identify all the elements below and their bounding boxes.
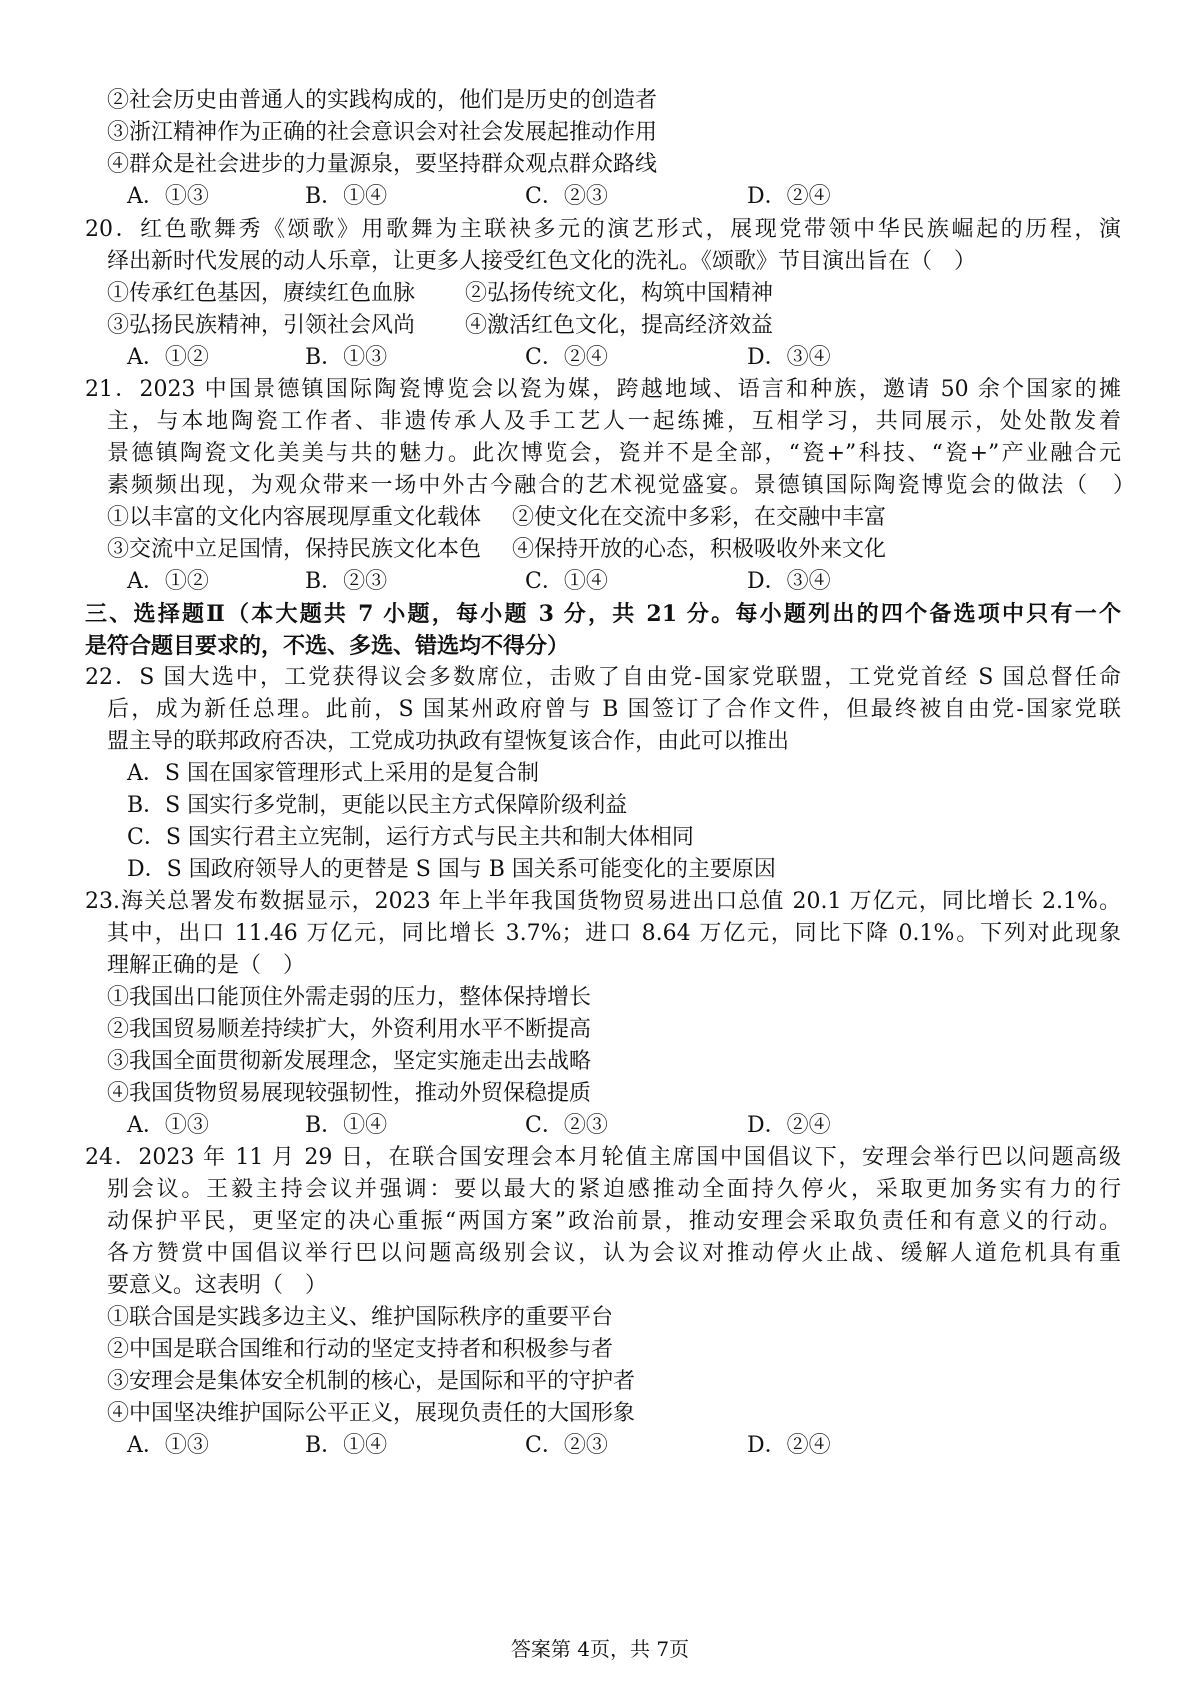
option-b: B．①④ <box>305 184 388 209</box>
q20-item-4: ④激活红色文化，提高经济效益 <box>465 313 774 338</box>
q19-item-3: ③浙江精神作为正确的社会意识会对社会发展起推动作用 <box>107 120 658 145</box>
q24-stem-line-2: 别会议。王毅主持会议并强调：要以最大的紧迫感推动全面持久停火，采取更加务实有力的行 <box>107 1177 1121 1202</box>
q24-item-2: ②中国是联合国维和行动的坚定支持者和积极参与者 <box>107 1337 614 1362</box>
q22-stem-line-2: 后，成为新任总理。此前，S 国某州政府曾与 B 国签订了合作文件，但最终被自由党-国家党联 <box>107 697 1121 722</box>
option-c: C．②④ <box>525 345 608 370</box>
option-a: A．①③ <box>127 1113 209 1138</box>
q23-item-2: ②我国贸易顺差持续扩大，外资利用水平不断提高 <box>107 1017 592 1042</box>
option-a: A．①③ <box>127 184 209 209</box>
section-heading-line-2: 是符合题目要求的，不选、多选、错选均不得分） <box>85 633 570 659</box>
q21-stem-line-4: 素频频出现，为观众带来一场中外古今融合的艺术视觉盛宴。景德镇国际陶瓷博览会的做法（ ） <box>107 473 1135 498</box>
q22-option-d: D．S 国政府领导人的更替是 S 国与 B 国关系可能变化的主要原因 <box>127 857 776 882</box>
q23-stem-line-1: 23.海关总署发布数据显示，2023 年上半年我国货物贸易进出口总值 20.1 万亿元，同比增长 2.1%。 <box>85 889 1121 914</box>
option-b: B．①④ <box>305 1113 388 1138</box>
section-heading-line-1: 三、选择题Ⅱ（本大题共 7 小题，每小题 3 分，共 21 分。每小题列出的四个备选项中只有一个 <box>85 601 1121 627</box>
q21-stem-line-1: 21．2023 中国景德镇国际陶瓷博览会以瓷为媒，跨越地域、语言和种族，邀请 50 余个国家的摊 <box>85 377 1121 402</box>
option-a: A．①② <box>127 345 209 370</box>
q22-option-c: C．S 国实行君主立宪制，运行方式与民主共和制大体相同 <box>127 825 694 850</box>
q21-item-1: ①以丰富的文化内容展现厚重文化载体 <box>107 505 482 530</box>
q24-stem-line-5: 要意义。这表明（ ） <box>107 1273 328 1298</box>
option-a: A．①③ <box>127 1433 209 1458</box>
q23-stem-line-2: 其中，出口 11.46 万亿元，同比增长 3.7%；进口 8.64 万亿元，同比下降 0.1%。下列对此现象 <box>107 921 1121 946</box>
option-d: D．②④ <box>747 1113 831 1138</box>
option-c: C．②③ <box>525 1433 608 1458</box>
q20-stem-line-1: 20．红色歌舞秀《颂歌》用歌舞为主联袂多元的演艺形式，展现党带领中华民族崛起的历程，演 <box>85 217 1121 242</box>
q21-stem-line-2: 主，与本地陶瓷工作者、非遗传承人及手工艺人一起练摊，互相学习，共同展示，处处散发着 <box>107 409 1121 434</box>
option-a: A．①② <box>127 569 209 594</box>
q22-stem-line-3: 盟主导的联邦政府否决，工党成功执政有望恢复该合作，由此可以推出 <box>107 729 790 754</box>
q24-item-4: ④中国坚决维护国际公平正义，展现负责任的大国形象 <box>107 1401 636 1426</box>
q23-stem-line-3: 理解正确的是（ ） <box>107 953 306 978</box>
q24-stem-line-3: 动保护平民，更坚定的决心重振“两国方案”政治前景，推动安理会采取负责任和有意义的行动。 <box>107 1209 1121 1234</box>
option-d: D．③④ <box>747 569 831 594</box>
option-b: B．②③ <box>305 569 388 594</box>
q24-item-3: ③安理会是集体安全机制的核心，是国际和平的守护者 <box>107 1369 636 1394</box>
option-d: D．②④ <box>747 1433 831 1458</box>
q22-option-a: A．S 国在国家管理形式上采用的是复合制 <box>127 761 539 786</box>
q21-item-3: ③交流中立足国情，保持民族文化本色 <box>107 537 482 562</box>
option-b: B．①④ <box>305 1433 388 1458</box>
q23-item-1: ①我国出口能顶住外需走弱的压力，整体保持增长 <box>107 985 592 1010</box>
q22-option-b: B．S 国实行多党制，更能以民主方式保障阶级利益 <box>127 793 628 818</box>
q24-stem-line-1: 24．2023 年 11 月 29 日，在联合国安理会本月轮值主席国中国倡议下，安理会举行巴以问题高级 <box>85 1145 1121 1170</box>
q24-stem-line-4: 各方赞赏中国倡议举行巴以问题高级别会议，认为会议对推动停火止战、缓解人道危机具有重 <box>107 1241 1121 1266</box>
q19-item-2: ②社会历史由普通人的实践构成的，他们是历史的创造者 <box>107 88 658 113</box>
option-b: B．①③ <box>305 345 388 370</box>
option-d: D．②④ <box>747 184 831 209</box>
option-c: C．②③ <box>525 184 608 209</box>
q19-item-4: ④群众是社会进步的力量源泉，要坚持群众观点群众路线 <box>107 152 658 177</box>
page-footer: 答案第 4页，共 7页 <box>510 1637 690 1661</box>
q24-item-1: ①联合国是实践多边主义、维护国际秩序的重要平台 <box>107 1305 614 1330</box>
q23-item-3: ③我国全面贯彻新发展理念，坚定实施走出去战略 <box>107 1049 592 1074</box>
option-c: C．①④ <box>525 569 608 594</box>
q20-item-2: ②弘扬传统文化，构筑中国精神 <box>465 281 774 306</box>
option-c: C．②③ <box>525 1113 608 1138</box>
q20-stem-line-2: 绎出新时代发展的动人乐章，让更多人接受红色文化的洗礼。《颂歌》节目演出旨在（ ） <box>107 249 977 274</box>
q20-item-1: ①传承红色基因，赓续红色血脉 <box>107 281 416 306</box>
option-d: D．③④ <box>747 345 831 370</box>
q22-stem-line-1: 22．S 国大选中，工党获得议会多数席位，击败了自由党-国家党联盟，工党党首经 S 国总督任命 <box>85 665 1121 690</box>
q23-item-4: ④我国货物贸易展现较强韧性，推动外贸保稳提质 <box>107 1081 592 1106</box>
q21-stem-line-3: 景德镇陶瓷文化美美与共的魅力。此次博览会，瓷并不是全部，“瓷+”科技、“瓷+”产业融合元 <box>107 441 1121 466</box>
q21-item-4: ④保持开放的心态，积极吸收外来文化 <box>512 537 887 562</box>
q21-item-2: ②使文化在交流中多彩，在交融中丰富 <box>512 505 887 530</box>
q20-item-3: ③弘扬民族精神，引领社会风尚 <box>107 313 416 338</box>
